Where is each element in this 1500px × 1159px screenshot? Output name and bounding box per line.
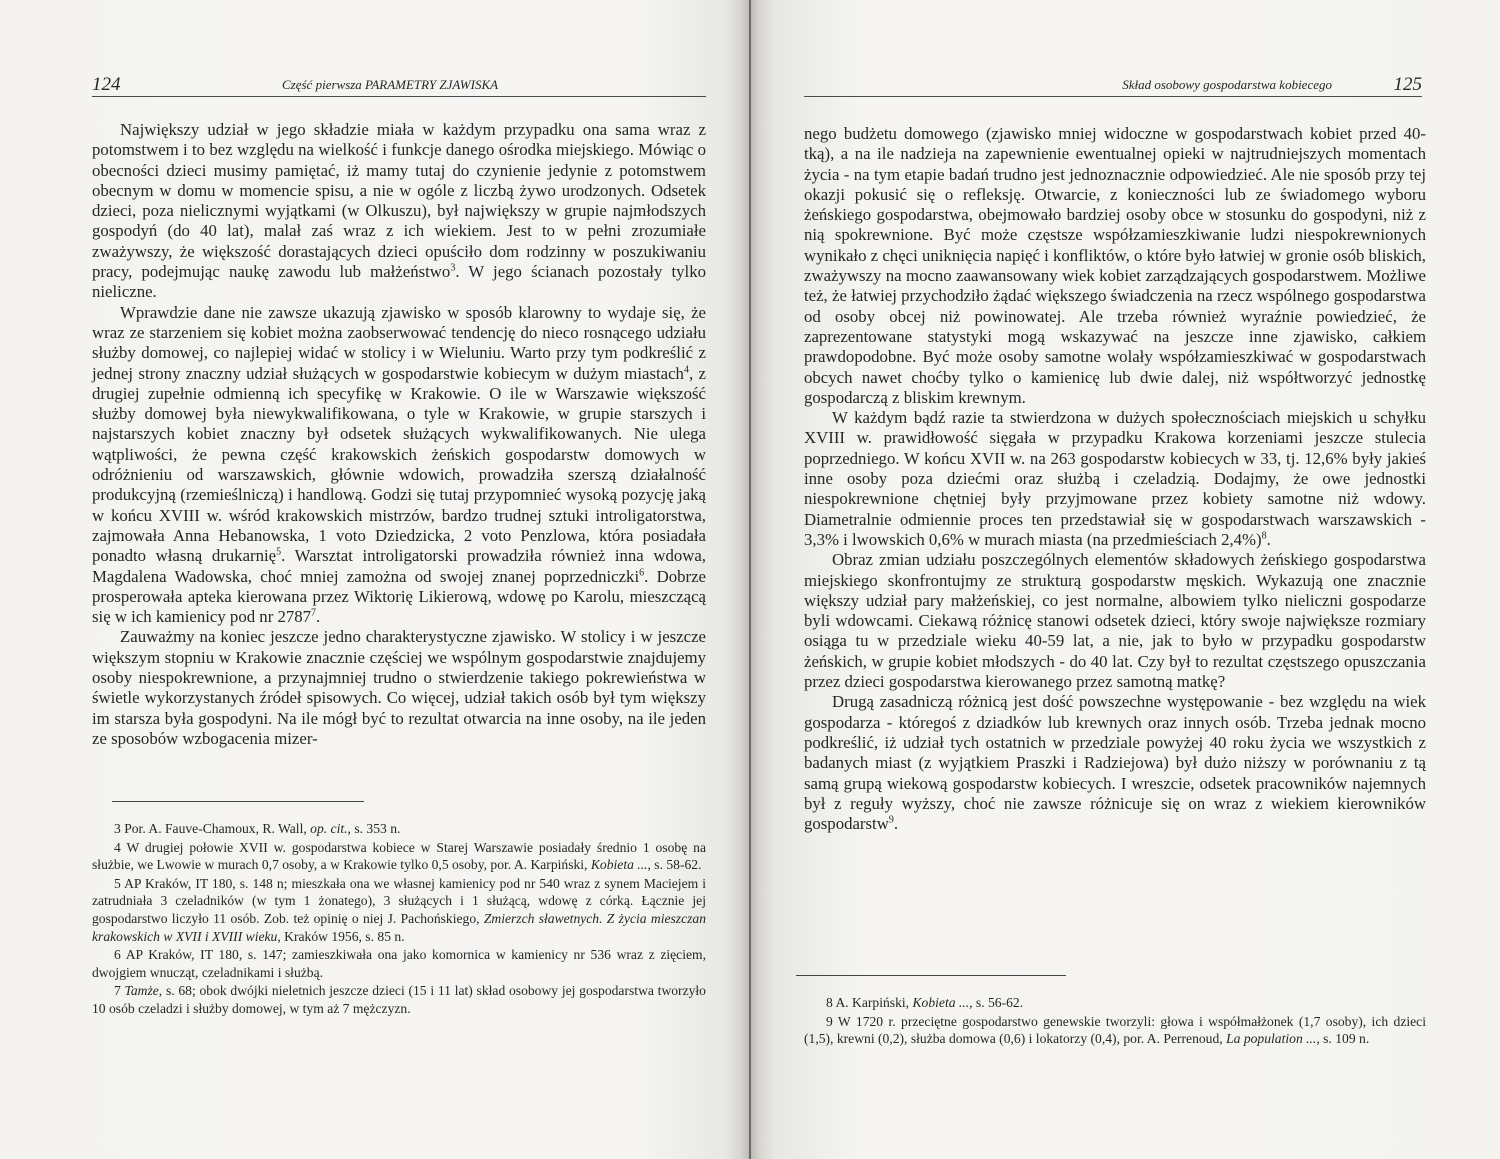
text-run: 9 W 1720 r. przeciętne gospodarstwo genewskie tworzyli: głowa i współmałżonek (1,7 osoby), ich dzieci (1,5), krewni (0,2), służba domowa (0,6) i lokatorzy (0,4), por. A. Perrenoud,	[804, 1013, 1426, 1047]
italic-title: La population ...	[1226, 1031, 1317, 1047]
text-run: . Dobrze prosperowała apteka kierowana przez Wiktorię Likierową, wdowę po Karolu, mieszczącą się w ich kamienicy pod nr 2787	[92, 566, 707, 627]
footnote-ref: 9	[888, 814, 894, 826]
footnote-ref: 6	[639, 566, 645, 578]
footnote	[92, 839, 706, 874]
text-run: Największy udział w jego składzie miała w każdym przypadku ona sama wraz z potomstwem i to bez względu na wielkość i funkcje danego ośrodka miejskiego. Mówiąc o obecności dzieci musimy pamiętać, iż mamy tutaj do czynienie jedynie z potomstwem obecnym w domu w momencie spisu, a nie w ogóle z liczbą żywo urodzonych. Odsetek dzieci, poza nielicznymi wyjątkami (w Olkuszu), był największy w grupie najmłodszych gospodyń (do 40 lat), malał zaś wraz z ich wiekiem. Jest to w pełni zrozumiałe zważywszy, że większość dorastających dzieci opuściło dom rodzinny w poszukiwaniu pracy, podejmując naukę zawodu lub małżeństwo	[92, 120, 706, 282]
right-footnote-rule	[796, 975, 1066, 976]
footnote	[92, 946, 706, 981]
text-run: 6 AP Kraków, IT 180, s. 147; zamieszkiwała ona jako komornica w kamienicy nr 536 wraz z zięciem, dwojgiem wnucząt, czeladnikami i służbą.	[92, 947, 706, 980]
paragraph	[92, 627, 706, 749]
right-page-number: 125	[1393, 74, 1422, 95]
paragraph	[92, 303, 706, 628]
italic-title: Tamże	[124, 983, 159, 999]
text-run: 8 A. Karpiński,	[826, 995, 913, 1010]
text-run: 5 AP Kraków, IT 180, s. 148 n; mieszkała ona we własnej kamienicy pod nr 540 wraz z synem Maciejem i zatrudniała 3 czeladników (w tym 1 żonatego), 3 służących i 1 służącą, wdowę z córką. Łącznie jej gospodarstwo liczyło 11 osób. Zob. też opinię o niej J. Pachońskiego,	[92, 875, 706, 926]
text-run: , Kraków 1956, s. 85 n.	[277, 928, 405, 944]
text-run: . W jego ścianach pozostały tylko nieliczne.	[92, 262, 706, 302]
footnote-ref: 3	[450, 262, 456, 274]
text-run: 3 Por. A. Fauve-Chamoux, R. Wall,	[114, 821, 311, 836]
text-run: , s. 56-62.	[969, 995, 1024, 1010]
footnote	[92, 820, 706, 838]
text-run: , z drugiej zupełnie odmienną ich specyfikę w Krakowie. O ile w Warszawie większość służby domowej była niewykwalifikowana, o tyle w Krakowie, w grupie starszych i najstarszych kobiet znaczny był odsetek służących wykwalifikowanych. Nie ulega wątpliwości, że pewna część krakowskich żeńskich gospodarstw domowych w odróżnieniu od warszawskich, głównie wdowich, prowadziła szerszą działalność produkcyjną (rzemieślniczą) i handlową. Godzi się tutaj przypomnieć wysoką pozycję jaką w końcu XVIII w. wśród krakowskich mistrzów, bardzo trudnej sztuki introligatorstwa, zajmowała Anna Hebanowska, 1 voto Dziedzicka, 2 voto Penzlowa, która posiadała ponadto własną drukarnię	[92, 363, 706, 566]
text-run: 7	[114, 983, 125, 999]
left-running-head: Część pierwsza PARAMETRY ZJAWISKA	[282, 77, 499, 92]
footnote	[92, 982, 706, 1017]
italic-title: op. cit.	[310, 821, 348, 836]
right-body-text	[804, 124, 1426, 834]
text-run: Drugą zasadniczą różnicą jest dość powszechne występowanie - bez względu na wiek gospodarza - któregoś z dziadków lub krewnych oraz innych osób. Trzeba jednak mocno podkreślić, iż udział tych ostatnich w przedziale powyżej 40 roku życia we wszystkich z badanych miast (z wyjątkiem Praszki i Radziejowa) był dużo niższy w porównaniu z tą samą grupą wiekową gospodarstw kobiecych. I wreszcie, odsetek pracowników najemnych był z reguły wyższy, choć nie zawsze różnicuje się on wraz z wiekiem kierowników gospodarstw	[804, 692, 1426, 834]
text-run: , s. 109 n.	[1316, 1031, 1370, 1047]
footnote-ref: 8	[1261, 530, 1267, 542]
left-footnotes	[92, 820, 706, 1019]
italic-title: Kobieta ...	[912, 995, 970, 1010]
paragraph	[92, 120, 706, 303]
book-gutter	[740, 0, 760, 1159]
text-run: .	[893, 814, 899, 834]
left-body-text	[92, 120, 706, 749]
footnote	[92, 875, 706, 945]
left-footnote-rule	[112, 801, 364, 802]
text-run: Zauważmy na koniec jeszcze jedno charakterystyczne zjawisko. W stolicy i w jeszcze większym stopniu w Krakowie znacznie częściej we wspólnym gospodarstwie znajdujemy osoby niespokrewnione, a przynajmniej trudno o stwierdzenie takiego pokrewieństwa w świetle wykorzystanych źródeł spisowych. Co więcej, udział takich osób był tym większy im starsza była gospodyni. Na ile mógł być to rezultat otwarcia na inne osoby, na ile jeden ze sposobów wzbogacenia mizer-	[92, 627, 706, 748]
right-footnotes	[804, 994, 1426, 1049]
text-run: nego budżetu domowego (zjawisko mniej widoczne w gospodarstwach kobiet przed 40-tką), a na ile nadzieja na zapewnienie ewentualnej opieki w najtrudniejszych momentach życia - na tym etapie badań trudno jest jednoznacznie odpowiedzieć. Ale nie sposób przy tej okazji pokusić się o refleksję. Otwarcie, z konieczności lub ze świadomego wyboru żeńskiego gospodarstwa, obejmowało bardziej osoby obce w stosunku do gospodyni, niż z nią spokrewnione. Być może częstsze współzamieszkiwanie ludzi niespokrewnionych wynikało z chęci uniknięcia napięć i konfliktów, o które było łatwiej w gronie osób bliskich, zważywszy na mocno zaawansowany wiek kobiet zarządzających gospodarstwem. Możliwe też, że łatwiej przychodziło żądać większego świadczenia na rzecz wspólnego gospodarstwa od osoby obcej niż powinowatej. Ale trzeba również wyraźnie powiedzieć, że zaprezentowane statystyki mogą wskazywać na jeszcze inne zjawisko, całkiem prawdopodobne. Być może osoby samotne wolały współzamieszkiwać w gospodarstwach obcych nawet choćby tylko o kamienicę lub dwie dalej, niż współtworzyć jednostkę gospodarczą z bliskim krewnym.	[804, 124, 1426, 407]
text-run: W każdym bądź razie ta stwierdzona w dużych społecznościach miejskich u schyłku XVIII w. prawidłowość sięgała w przypadku Krakowa korzeniami jeszcze stulecia poprzedniego. W końcu XVII w. na 263 gospodarstw kobiecych w 33, tj. 12,6% były jakieś inne osoby poza dziećmi oraz służbą i czeladzią. Dodajmy, że owe jednostki niespokrewnione chętniej były przyjmowane przez kobiety samotne niż wdowy. Diametralnie odmiennie proces ten przedstawiał się w gospodarstwach warszawskich - 3,3% i lwowskich 0,6% w murach miasta (na przedmieściach 2,4%)	[804, 408, 1426, 549]
right-page	[752, 0, 1500, 1159]
italic-title: Kobieta ...	[590, 857, 648, 873]
paragraph	[804, 408, 1426, 550]
left-page	[0, 0, 748, 1159]
left-page-number: 124	[92, 74, 121, 95]
footnote	[804, 994, 1426, 1012]
text-run: .	[1266, 529, 1271, 549]
paragraph	[804, 550, 1426, 692]
paragraph	[804, 692, 1426, 834]
text-run: Obraz zmian udziału poszczególnych elementów składowych żeńskiego gospodarstwa miejskiego skonfrontujmy ze strukturą gospodarstw męskich. Wykazują one znacznie większy udział pary małżeńskiej, co jest normalne, albowiem tylko nieliczni gospodarze byli wdowcami. Ciekawą różnicę stanowi odsetek dzieci, który swoje największe rozmiary osiąga tu w przedziale wieku 40-59 lat, a nie, jak to było w przypadku gospodarstw żeńskich, w grupie kobiet młodszych - do 40 lat. Czy był to rezultat częstszego opuszczania przez dzieci gospodarstwa kierowanego przez samotną matkę?	[804, 550, 1426, 692]
footnote	[804, 1013, 1426, 1048]
text-run: . Warsztat introligatorski prowadziła również inna wdowa, Magdalena Wadowska, choć mniej zamożna od swojej znanej poprzedniczki	[92, 546, 706, 586]
text-run: Wprawdzie dane nie zawsze ukazują zjawisko w sposób klarowny to wydaje się, że wraz ze starzeniem się kobiet można zaobserwować tendencję do nieco rosnącego udziału służby domowej, co najlepiej widać w stolicy i w Wieluniu. Warto przy tym podkreślić z jednej strony znaczny udział służących w gospodarstwie kobiecym w dużym miastach	[92, 302, 706, 383]
right-page-header	[804, 74, 1422, 97]
footnote-ref: 5	[276, 546, 282, 558]
text-run: , s. 68; obok dwójki nieletnich jeszcze dzieci (15 i 11 lat) skład osobowy jej gospodarstwa tworzyło 10 osób czeladzi i służby domowej, w tym aż 7 mężczyzn.	[92, 983, 706, 1016]
italic-title: Zmierzch sławetnych. Z życia mieszczan krakowskich w XVII i XVIII wieku	[92, 910, 707, 944]
text-run: , s. 58-62.	[647, 857, 702, 873]
footnote-ref: 7	[311, 607, 317, 619]
right-running-head: Skład osobowy gospodarstwa kobiecego	[1122, 77, 1332, 92]
paragraph	[804, 124, 1426, 408]
text-run: , s. 353 n.	[347, 821, 401, 836]
text-run: 4 W drugiej połowie XVII w. gospodarstwa kobiece w Starej Warszawie posiadały średnio 1 osobę na służbie, we Lwowie w murach 0,7 osoby, a w Krakowie tylko 0,5 osoby, por. A. Karpiński,	[92, 839, 706, 873]
left-page-header	[92, 74, 706, 97]
text-run: .	[316, 607, 321, 627]
footnote-ref: 4	[683, 363, 689, 375]
